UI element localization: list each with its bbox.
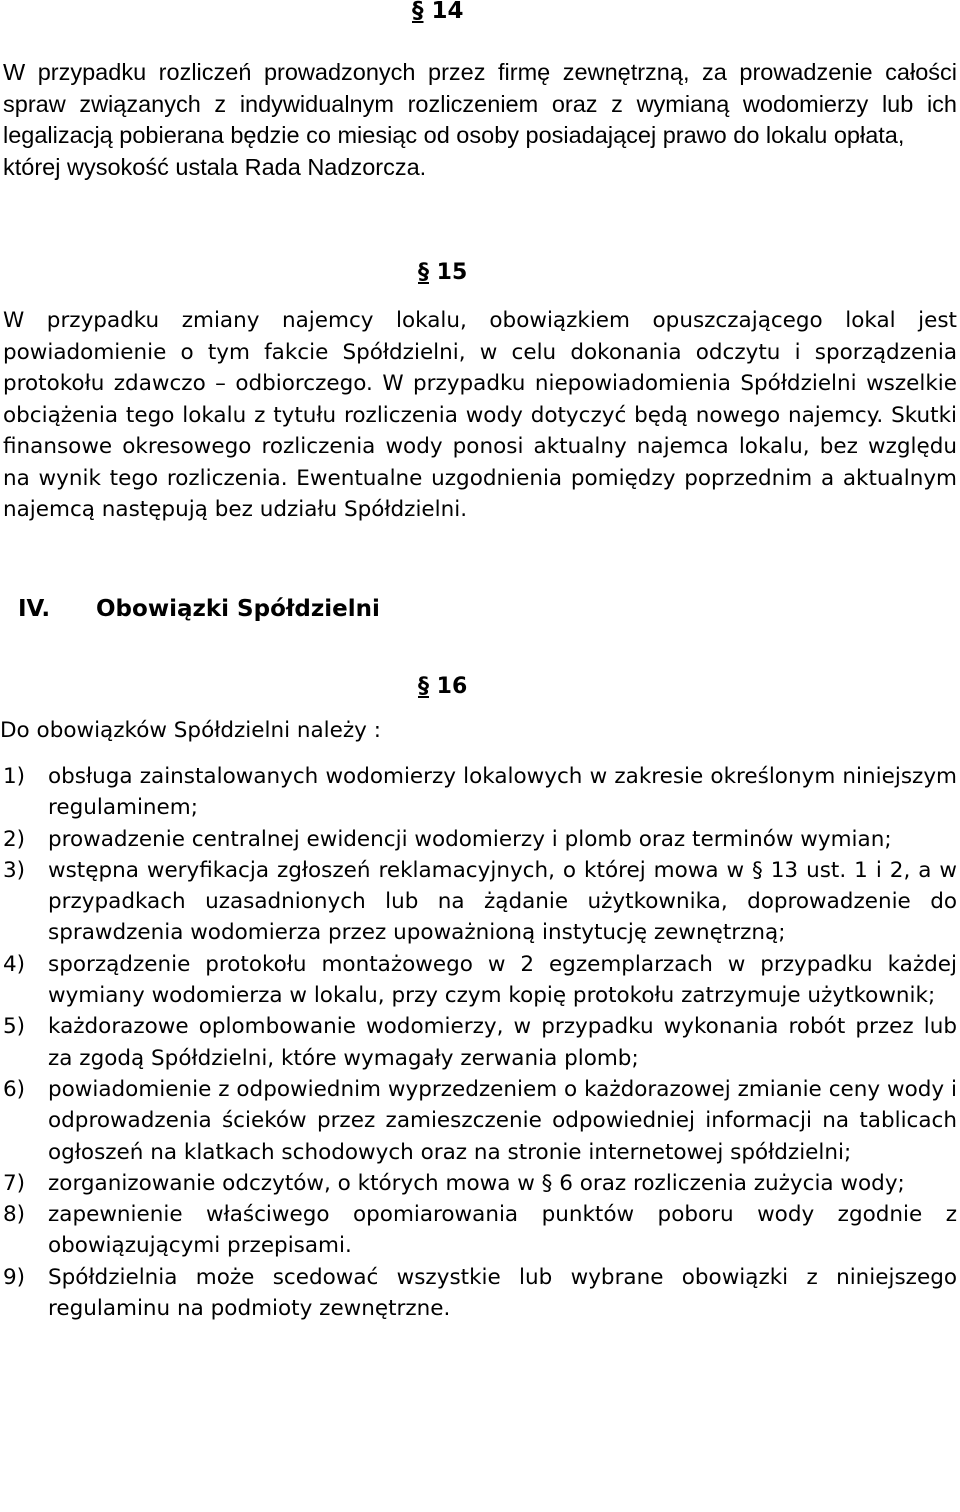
item-number: 9) bbox=[3, 1264, 26, 1290]
section-heading-15 bbox=[418, 260, 467, 285]
obligations-list bbox=[0, 761, 957, 1324]
list-item bbox=[0, 1199, 957, 1262]
paragraph-symbol: § bbox=[418, 260, 429, 285]
item-number: 7) bbox=[3, 1170, 26, 1196]
item-text: obsługa zainstalowanych wodomierzy lokalowych w zakresie określonym niniejszym regulaminem; bbox=[48, 764, 957, 821]
section-number: 15 bbox=[436, 260, 468, 285]
item-text: sporządzenie protokołu montażowego w 2 egzemplarzach w przypadku każdej wymiany wodomierza w lokalu, przy czym kopię protokołu zatrzymuje użytkownik; bbox=[48, 951, 957, 1009]
list-item bbox=[0, 1262, 957, 1325]
item-text: wstępna weryfikacja zgłoszeń reklamacyjnych, o której mowa w § 13 ust. 1 i 2, a w przypadkach uzasadnionych lub na żądanie użytkownika, doprowadzenie do sprawdzenia wodomierza przez upoważnioną instytucję zewnętrzną; bbox=[48, 857, 957, 946]
item-text: każdorazowe oplombowanie wodomierzy, w przypadku wykonania robót przez lub za zgodą Spółdzielni, które wymagały zerwania plomb; bbox=[48, 1014, 957, 1071]
list-item bbox=[0, 949, 957, 1012]
item-number: 6) bbox=[3, 1076, 26, 1102]
list-item bbox=[0, 1011, 957, 1074]
item-text: zorganizowanie odczytów, o których mowa w § 6 oraz rozliczenia zużycia wody; bbox=[48, 1170, 905, 1196]
item-text: prowadzenie centralnej ewidencji wodomierzy i plomb oraz terminów wymian; bbox=[48, 826, 892, 852]
item-number: 4) bbox=[3, 951, 26, 977]
section-heading-16 bbox=[418, 674, 467, 699]
chapter-title: Obowiązki Spółdzielni bbox=[96, 596, 380, 622]
section-heading-14 bbox=[412, 0, 464, 24]
item-number: 2) bbox=[3, 826, 26, 852]
item-number: 1) bbox=[3, 764, 26, 789]
item-text: powiadomienie z odpowiednim wyprzedzeniem o każdorazowej zmianie ceny wody i odprowadzenia ścieków przez zamieszczenie odpowiedniej informacji na tablicach ogłoszeń na klatkach schodowych oraz na stronie internetowej spółdzielni; bbox=[48, 1076, 957, 1165]
list-item bbox=[0, 1074, 957, 1168]
paragraph-15: W przypadku zmiany najemcy lokalu, obowiązkiem opuszczającego lokal jest powiadomienie o tym fakcie Spółdzielni, w celu dokonania odczytu i sporządzenia protokołu zdawczo – odbiorczego. W przypadku niepowiadomienia Spółdzielni wszelkie obciążenia tego lokalu z tytułu rozliczenia wody dotyczyć będą nowego najemcy. Skutki finansowe okresowego rozliczenia wody ponosi aktualny najemca lokalu, bez względu na wynik tego rozliczenia. Ewentualne uzgodnienia pomiędzy poprzednim a aktualnym najemcą następują bez udziału Spółdzielni. bbox=[3, 308, 957, 522]
section-number: 14 bbox=[431, 0, 464, 24]
paragraph-14 bbox=[3, 57, 957, 184]
paragraph-14-text-end: której wysokość ustala Rada Nadzorcza. bbox=[3, 154, 427, 181]
paragraph-symbol: § bbox=[418, 674, 429, 699]
item-text: Spółdzielnia może scedować wszystkie lub wybrane obowiązki z niniejszego regulaminu na podmioty zewnętrzne. bbox=[48, 1264, 957, 1322]
item-text: zapewnienie właściwego opomiarowania punktów poboru wody zgodnie z obowiązującymi przepisami. bbox=[48, 1202, 957, 1259]
paragraph-symbol: § bbox=[412, 0, 424, 24]
list-item bbox=[0, 855, 957, 949]
list-item bbox=[0, 1168, 957, 1199]
item-number: 8) bbox=[3, 1202, 26, 1228]
paragraph-14-text: W przypadku rozliczeń prowadzonych przez firmę zewnętrzną, za prowadzenie całości spraw związanych z indywidualnym rozliczeniem oraz z wymianą wodomierzy lub ich legalizacją pobierana będzie co miesiąc od osoby posiadającej prawo do lokalu opłata, bbox=[3, 59, 957, 149]
item-number: 5) bbox=[3, 1014, 26, 1040]
list-item bbox=[0, 761, 957, 824]
item-number: 3) bbox=[3, 857, 26, 883]
chapter-heading bbox=[18, 596, 380, 622]
section-16-intro: Do obowiązków Spółdzielni należy : bbox=[0, 718, 381, 743]
chapter-number: IV. bbox=[18, 596, 51, 622]
section-number: 16 bbox=[436, 674, 468, 699]
list-item bbox=[0, 824, 957, 855]
